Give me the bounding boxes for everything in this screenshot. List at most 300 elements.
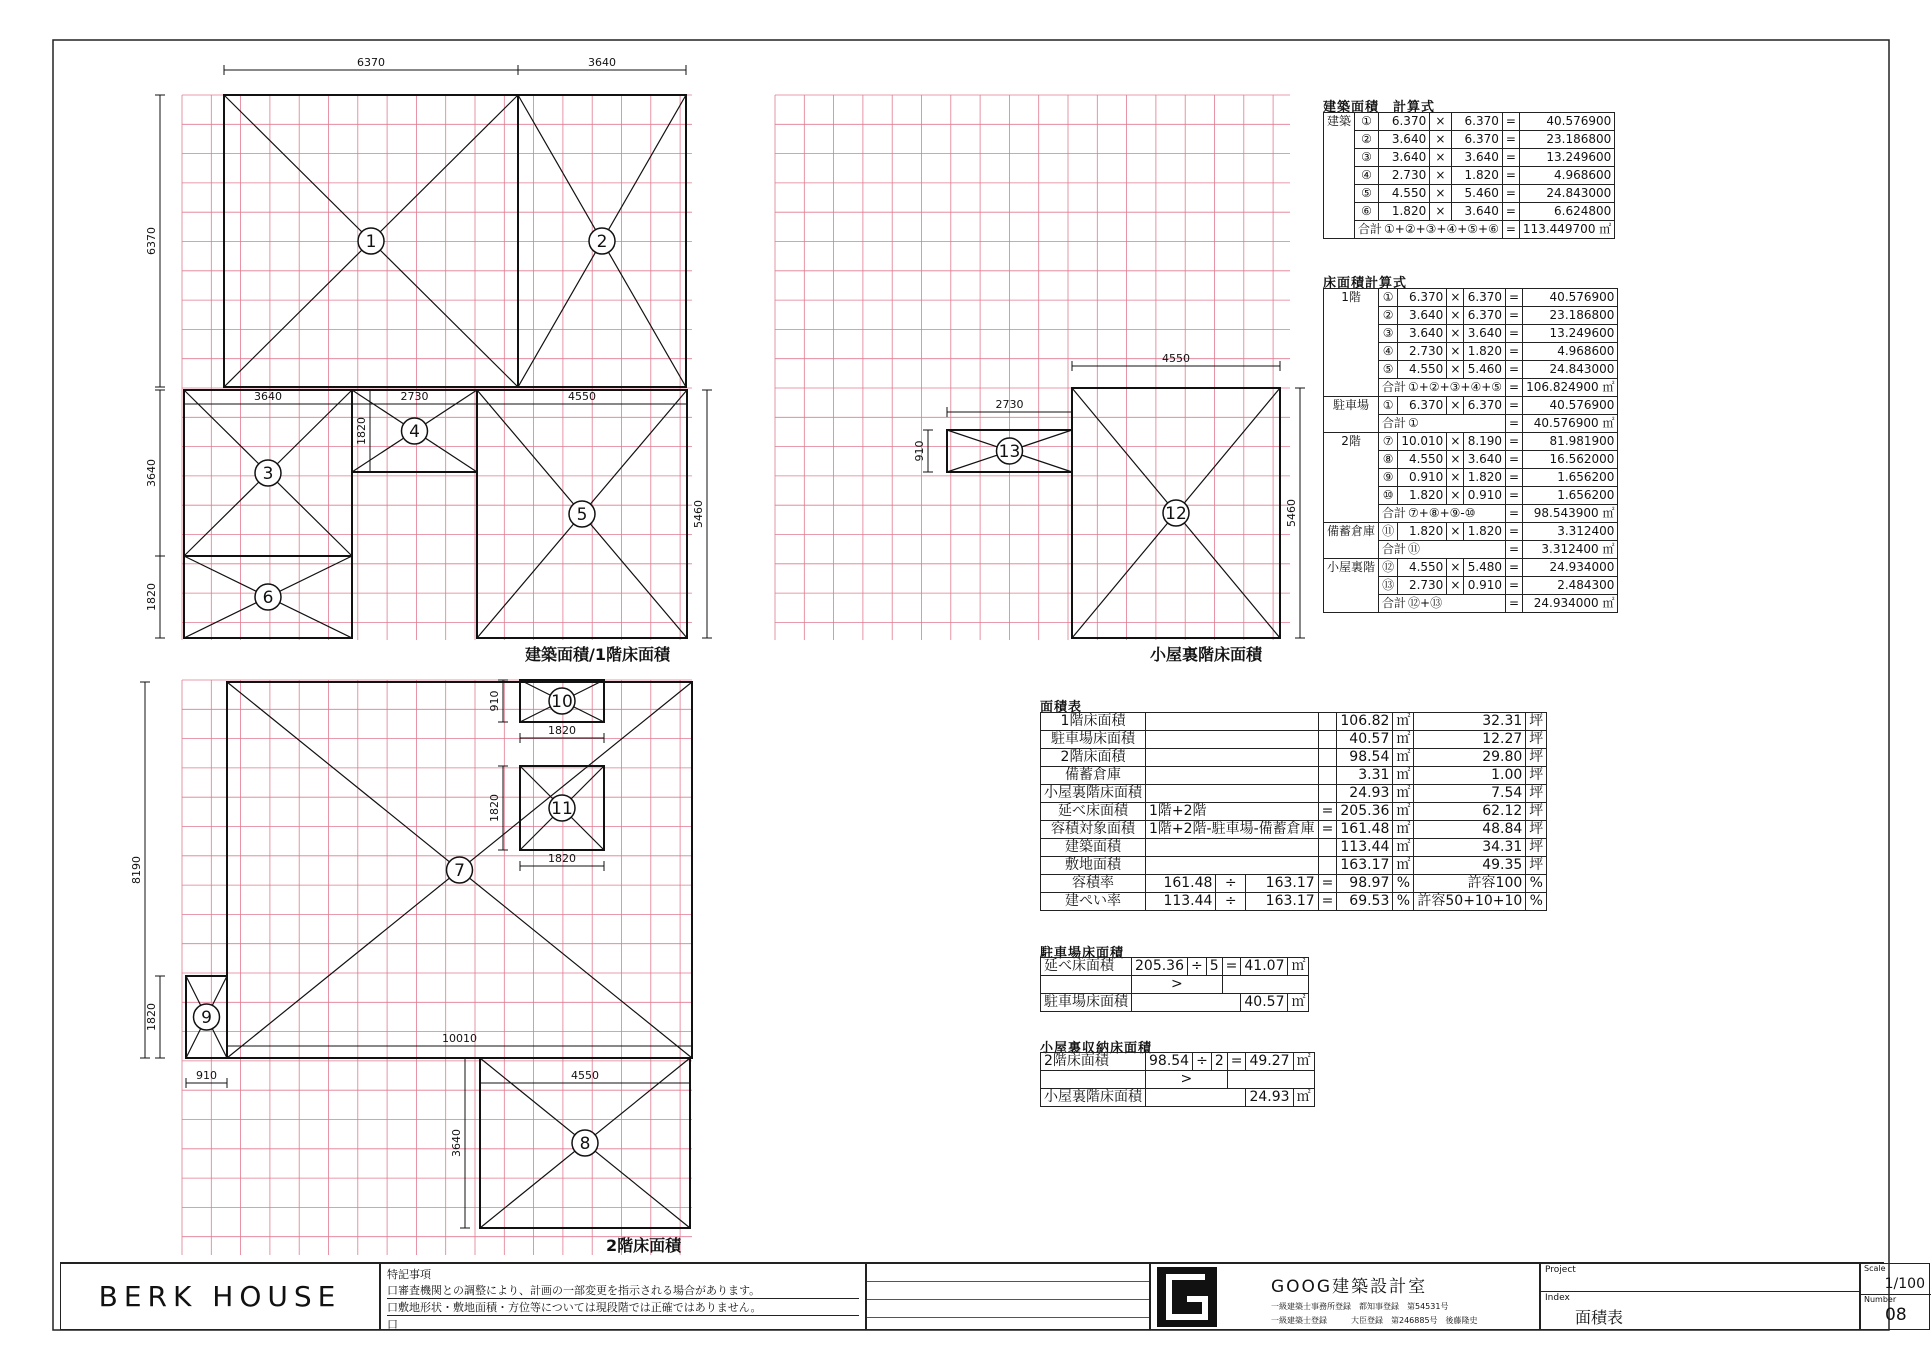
project-label: Project	[1545, 1265, 1576, 1275]
calc-item-number: ②	[1355, 131, 1379, 149]
dimension-label: 4550	[571, 1069, 599, 1082]
dimension-label: 5460	[1285, 499, 1298, 527]
calc-length: 6.370	[1398, 397, 1447, 415]
calc-total-value: 40.576900 ㎡	[1523, 415, 1618, 433]
cmp-operator: ÷	[1193, 1053, 1212, 1071]
area-equals: =	[1318, 821, 1337, 839]
area-tsubo: 許容50+10+10	[1414, 893, 1526, 911]
office-name: GOOG建築設計室	[1271, 1277, 1428, 1297]
area-tsubo: 許容100	[1414, 875, 1526, 893]
area-tsubo-unit: 坪	[1526, 731, 1547, 749]
title-block	[60, 1262, 1925, 1331]
area-equals	[1318, 749, 1337, 767]
area-formula	[1146, 767, 1319, 785]
project-name-cell	[60, 1263, 380, 1330]
parking-title: 駐車場床面積	[1040, 946, 1125, 961]
area-formula	[1146, 749, 1319, 767]
dimension-label: 6370	[145, 227, 158, 255]
calc-length: 4.550	[1398, 559, 1447, 577]
area-equals: =	[1318, 875, 1337, 893]
area-value: 113.44	[1337, 839, 1393, 857]
calc-total-formula: ⑦+⑧+⑨-⑩	[1408, 506, 1476, 520]
area-3-number: 3	[262, 464, 274, 484]
area-tsubo: 49.35	[1414, 857, 1526, 875]
calc-value: 24.934000	[1523, 559, 1618, 577]
calc-row	[1324, 185, 1615, 203]
calc-operator: ×	[1447, 307, 1464, 325]
area-unit: ㎡	[1393, 731, 1414, 749]
area-tsubo-unit: %	[1526, 875, 1547, 893]
calc-equals: =	[1502, 221, 1519, 239]
area-formula-op: ÷	[1216, 875, 1246, 893]
cmp-unit: ㎡	[1293, 1089, 1314, 1107]
cmp-unit: ㎡	[1288, 994, 1309, 1012]
cmp-row	[1041, 1053, 1315, 1071]
calc-value: 16.562000	[1523, 451, 1618, 469]
area-row-label: 2階床面積	[1041, 749, 1146, 767]
calc-floor-title: 床面積計算式	[1323, 276, 1408, 291]
calc-width: 1.820	[1464, 343, 1506, 361]
area-value: 69.53	[1337, 893, 1393, 911]
area-7-number: 7	[454, 861, 465, 881]
area-formula-b: 163.17	[1246, 893, 1319, 911]
calc-total-formula: ①+②+③+④+⑤	[1408, 380, 1503, 394]
area-tsubo: 29.80	[1414, 749, 1526, 767]
cmp-row-label: 延べ床面積	[1041, 958, 1132, 976]
scale-number-cell	[1860, 1263, 1930, 1330]
calc-equals: =	[1502, 167, 1519, 185]
calc-group-label: 駐車場	[1324, 397, 1379, 433]
area-tsubo: 32.31	[1414, 713, 1526, 731]
area-summary-grid	[1040, 712, 1547, 911]
calc-length: 4.550	[1398, 361, 1447, 379]
calc-operator: ×	[1430, 131, 1451, 149]
cmp-row	[1041, 1089, 1315, 1107]
area-tsubo: 62.12	[1414, 803, 1526, 821]
cmp-value: 24.93	[1246, 1089, 1293, 1107]
number-value: 08	[1885, 1305, 1907, 1325]
calc-equals: =	[1506, 451, 1523, 469]
area-row	[1041, 803, 1547, 821]
number-label: Number	[1864, 1295, 1897, 1304]
cmp-row	[1041, 994, 1309, 1012]
calc-item-number: ⑩	[1379, 487, 1398, 505]
calc-group-label: 1階	[1324, 289, 1379, 397]
cmp-value: 40.57	[1241, 994, 1288, 1012]
area-value: 24.93	[1337, 785, 1393, 803]
calc-item-number: ⑤	[1355, 185, 1379, 203]
calc-item-number: ①	[1379, 397, 1398, 415]
area-value: 98.97	[1337, 875, 1393, 893]
area-unit: %	[1393, 893, 1414, 911]
calc-equals: =	[1502, 131, 1519, 149]
area-formula	[1146, 857, 1319, 875]
calc-value: 24.843000	[1523, 361, 1618, 379]
area-equals	[1318, 731, 1337, 749]
calc-width: 8.190	[1464, 433, 1506, 451]
scale-value: 1/100	[1884, 1276, 1925, 1292]
calc-item-number: ⑥	[1355, 203, 1379, 221]
calc-operator: ×	[1447, 559, 1464, 577]
calc-row	[1324, 523, 1618, 541]
calc-operator: ×	[1447, 289, 1464, 307]
calc-equals: =	[1506, 433, 1523, 451]
calc-item-number: ②	[1379, 307, 1398, 325]
cmp-row	[1041, 958, 1309, 976]
area-row	[1041, 767, 1547, 785]
calc-equals: =	[1502, 185, 1519, 203]
calc-value: 6.624800	[1519, 203, 1614, 221]
area-row-label: 容積率	[1041, 875, 1146, 893]
calc-value: 23.186800	[1519, 131, 1614, 149]
calc-length: 2.730	[1398, 343, 1447, 361]
dimension-label: 4550	[568, 390, 596, 403]
calc-operator: ×	[1447, 433, 1464, 451]
cmp-empty	[1146, 1089, 1246, 1107]
area-row	[1041, 713, 1547, 731]
calc-total-label	[1379, 415, 1506, 433]
area-tsubo-unit: 坪	[1526, 767, 1547, 785]
area-row	[1041, 785, 1547, 803]
calc-value: 1.656200	[1523, 469, 1618, 487]
area-value: 3.31	[1337, 767, 1393, 785]
dimension-label: 1820	[548, 724, 576, 737]
calc-width: 5.460	[1451, 185, 1502, 203]
calc-total-label	[1355, 221, 1503, 239]
calc-value: 4.968600	[1523, 343, 1618, 361]
calc-equals: =	[1502, 149, 1519, 167]
area-equals: =	[1318, 893, 1337, 911]
area-tsubo-unit: 坪	[1526, 749, 1547, 767]
calc-group-label: 2階	[1324, 433, 1379, 523]
area-tsubo-unit: 坪	[1526, 713, 1547, 731]
area-formula: 1階+2階-駐車場-備蓄倉庫	[1146, 821, 1319, 839]
plan2-title: 2階床面積	[606, 1236, 682, 1255]
calc-total-word: 合計	[1358, 222, 1383, 236]
calc-length: 2.730	[1378, 167, 1429, 185]
office-logo-icon	[1157, 1267, 1217, 1327]
area-formula-a: 161.48	[1146, 875, 1216, 893]
calc-total-value: 24.934000 ㎡	[1523, 595, 1618, 613]
calc-total-label	[1379, 505, 1506, 523]
calc-value: 4.968600	[1519, 167, 1614, 185]
calc-operator: ×	[1430, 167, 1451, 185]
calc-total-row	[1324, 221, 1615, 239]
calc-group-label: 備蓄倉庫	[1324, 523, 1379, 559]
calc-operator: ×	[1447, 361, 1464, 379]
calc-width: 6.370	[1464, 307, 1506, 325]
cmp-empty	[1041, 1071, 1146, 1089]
calc-operator: ×	[1447, 577, 1464, 595]
calc-width: 6.370	[1451, 131, 1502, 149]
calc-operator: ×	[1447, 397, 1464, 415]
calc-width: 3.640	[1464, 451, 1506, 469]
area-unit: ㎡	[1393, 839, 1414, 857]
dimension-label: 3640	[588, 56, 616, 69]
calc-equals: =	[1502, 113, 1519, 131]
calc-equals: =	[1506, 469, 1523, 487]
area-tsubo-unit: 坪	[1526, 821, 1547, 839]
dimension-label: 1820	[548, 852, 576, 865]
dimension-label: 3640	[450, 1129, 463, 1157]
calc-length: 3.640	[1378, 149, 1429, 167]
area-row	[1041, 731, 1547, 749]
calc-width: 3.640	[1451, 203, 1502, 221]
calc-total-value: 98.543900 ㎡	[1523, 505, 1618, 523]
area-formula: 1階+2階	[1146, 803, 1319, 821]
area-unit: ㎡	[1393, 785, 1414, 803]
area-row	[1041, 821, 1547, 839]
calc-length: 0.910	[1398, 469, 1447, 487]
dimension-label: 3640	[254, 390, 282, 403]
calc-total-value: 3.312400 ㎡	[1523, 541, 1618, 559]
area-unit: ㎡	[1393, 767, 1414, 785]
calc-equals: =	[1506, 415, 1523, 433]
calc-width: 6.370	[1464, 397, 1506, 415]
area-tsubo: 48.84	[1414, 821, 1526, 839]
area-9-number: 9	[201, 1008, 212, 1028]
dimension-label: 8190	[130, 856, 143, 884]
dimension-label: 1820	[145, 583, 158, 611]
cmp-a: 205.36	[1132, 958, 1188, 976]
calc-width: 1.820	[1464, 523, 1506, 541]
calc-width: 6.370	[1464, 289, 1506, 307]
area-row-label: 備蓄倉庫	[1041, 767, 1146, 785]
calc-operator: ×	[1430, 149, 1451, 167]
area-row-label: 建築面積	[1041, 839, 1146, 857]
calc-item-number: ⑬	[1379, 577, 1398, 595]
calc-length: 4.550	[1378, 185, 1429, 203]
calc-operator: ×	[1430, 185, 1451, 203]
calc-length: 3.640	[1398, 307, 1447, 325]
area-unit: ㎡	[1393, 857, 1414, 875]
calc-row	[1324, 289, 1618, 307]
calc-item-number: ③	[1379, 325, 1398, 343]
cmp-operator: ÷	[1188, 958, 1207, 976]
calc-group-label: 建築	[1324, 113, 1355, 239]
area-equals	[1318, 767, 1337, 785]
area-formula-a: 113.44	[1146, 893, 1216, 911]
calc-item-number: ⑧	[1379, 451, 1398, 469]
calc-value: 40.576900	[1523, 289, 1618, 307]
area-table-title: 面積表	[1040, 700, 1083, 715]
calc-row	[1324, 433, 1618, 451]
calc-total-label	[1379, 595, 1506, 613]
dimension-label: 910	[913, 440, 926, 462]
calc-total-word: 合計	[1382, 380, 1407, 394]
cmp-equals: =	[1222, 958, 1241, 976]
dimension-label: 5460	[692, 500, 705, 528]
calc-equals: =	[1506, 577, 1523, 595]
scale-label: Scale	[1864, 1264, 1886, 1273]
calc-operator: ×	[1447, 325, 1464, 343]
project-index-cell	[1540, 1263, 1860, 1330]
calc-equals: =	[1506, 523, 1523, 541]
calc-operator: ×	[1447, 523, 1464, 541]
cmp-compare-row	[1041, 976, 1309, 994]
dimension-label: 2730	[400, 390, 429, 403]
calc-equals: =	[1506, 343, 1523, 361]
calc-item-number: ⑫	[1379, 559, 1398, 577]
calc-item-number: ⑦	[1379, 433, 1398, 451]
notes-cell	[380, 1263, 866, 1330]
attic-title: 小屋裏収納床面積	[1040, 1041, 1153, 1056]
calc-equals: =	[1506, 595, 1523, 613]
calc-row	[1324, 559, 1618, 577]
area-value: 161.48	[1337, 821, 1393, 839]
calc-width: 5.460	[1464, 361, 1506, 379]
area-value: 205.36	[1337, 803, 1393, 821]
calc-operator: ×	[1447, 343, 1464, 361]
cmp-empty	[1041, 976, 1132, 994]
area-unit: ㎡	[1393, 821, 1414, 839]
index-value: 面積表	[1575, 1308, 1624, 1327]
dimension-label: 3640	[145, 459, 158, 487]
cmp-compare-row	[1041, 1071, 1315, 1089]
area-row	[1041, 749, 1547, 767]
area-13-number: 13	[998, 442, 1021, 462]
calc-item-number: ①	[1379, 289, 1398, 307]
calc-width: 1.820	[1464, 469, 1506, 487]
calc-operator: ×	[1430, 203, 1451, 221]
calc-total-formula: ①	[1408, 416, 1419, 430]
cmp-equals: =	[1227, 1053, 1246, 1071]
area-row	[1041, 857, 1547, 875]
calc-width: 6.370	[1451, 113, 1502, 131]
area-11-number: 11	[551, 799, 573, 819]
calc-building-grid	[1323, 112, 1615, 239]
calc-length: 1.820	[1398, 487, 1447, 505]
calc-value: 3.312400	[1523, 523, 1618, 541]
calc-value: 1.656200	[1523, 487, 1618, 505]
calc-item-number: ①	[1355, 113, 1379, 131]
calc-equals: =	[1506, 397, 1523, 415]
calc-row	[1324, 113, 1615, 131]
calc-equals: =	[1506, 541, 1523, 559]
calc-width: 0.910	[1464, 487, 1506, 505]
index-label: Index	[1545, 1293, 1570, 1303]
calc-width: 0.910	[1464, 577, 1506, 595]
calc-value: 40.576900	[1519, 113, 1614, 131]
area-equals	[1318, 857, 1337, 875]
calc-width: 3.640	[1464, 325, 1506, 343]
area-value: 106.82	[1337, 713, 1393, 731]
note-1: 口審査機関との調整により、計画の一部変更を指示される場合があります。	[387, 1282, 859, 1299]
note-3: 口	[387, 1318, 398, 1331]
note-2: 口敷地形状・敷地面積・方位等については現段階では正確ではありません。	[387, 1299, 859, 1316]
calc-value: 23.186800	[1523, 307, 1618, 325]
area-value: 98.54	[1337, 749, 1393, 767]
area-tsubo: 12.27	[1414, 731, 1526, 749]
calc-item-number: ④	[1379, 343, 1398, 361]
cmp-value: 49.27	[1246, 1053, 1293, 1071]
area-tsubo-unit: 坪	[1526, 803, 1547, 821]
calc-operator: ×	[1430, 113, 1451, 131]
area-row-label: 駐車場床面積	[1041, 731, 1146, 749]
dimension-label: 10010	[442, 1032, 477, 1045]
calc-total-value: 106.824900 ㎡	[1523, 379, 1618, 397]
calc-total-word: 合計	[1382, 596, 1407, 610]
calc-equals: =	[1506, 487, 1523, 505]
calc-group-label: 小屋裏階	[1324, 559, 1379, 613]
dimension-label: 1820	[145, 1003, 158, 1031]
cmp-symbol: >	[1132, 976, 1223, 994]
area-row-label: 敷地面積	[1041, 857, 1146, 875]
area-10-number: 10	[551, 692, 573, 712]
area-equals	[1318, 785, 1337, 803]
calc-equals: =	[1502, 203, 1519, 221]
calc-operator: ×	[1447, 451, 1464, 469]
cmp-row-label: 2階床面積	[1041, 1053, 1146, 1071]
area-formula	[1146, 713, 1319, 731]
calc-value: 81.981900	[1523, 433, 1618, 451]
calc-equals: =	[1506, 289, 1523, 307]
calc-value: 24.843000	[1519, 185, 1614, 203]
calc-item-number: ③	[1355, 149, 1379, 167]
area-tsubo: 7.54	[1414, 785, 1526, 803]
area-formula-op: ÷	[1216, 893, 1246, 911]
plan-attic-title: 小屋裏階床面積	[1150, 645, 1263, 664]
area-tsubo-unit: 坪	[1526, 857, 1547, 875]
cmp-b: 2	[1211, 1053, 1227, 1071]
calc-width: 5.480	[1464, 559, 1506, 577]
calc-item-number: ⑪	[1379, 523, 1398, 541]
area-row	[1041, 839, 1547, 857]
area-tsubo: 34.31	[1414, 839, 1526, 857]
calc-equals: =	[1506, 307, 1523, 325]
area-equals: =	[1318, 803, 1337, 821]
calc-length: 1.820	[1398, 523, 1447, 541]
area-value: 40.57	[1337, 731, 1393, 749]
area-equals	[1318, 713, 1337, 731]
calc-row	[1324, 167, 1615, 185]
area-row-label: 延べ床面積	[1041, 803, 1146, 821]
dimension-label: 4550	[1162, 352, 1190, 365]
cmp-symbol: >	[1146, 1071, 1228, 1089]
calc-value: 13.249600	[1519, 149, 1614, 167]
attic-grid	[1040, 1052, 1315, 1107]
calc-equals: =	[1506, 379, 1523, 397]
area-row-label: 小屋裏階床面積	[1041, 785, 1146, 803]
calc-total-value: 113.449700 ㎡	[1519, 221, 1614, 239]
area-row-label: 建ぺい率	[1041, 893, 1146, 911]
area-12-number: 12	[1165, 504, 1187, 524]
cmp-empty	[1132, 994, 1241, 1012]
area-8-number: 8	[579, 1134, 591, 1154]
area-formula	[1146, 839, 1319, 857]
area-formula-b: 163.17	[1246, 875, 1319, 893]
calc-total-label	[1379, 541, 1506, 559]
cmp-unit: ㎡	[1293, 1053, 1314, 1071]
calc-equals: =	[1506, 505, 1523, 523]
office-registration-2: 一級建築士登録 大臣登録 第246885号 後藤隆史	[1271, 1316, 1478, 1325]
calc-width: 3.640	[1451, 149, 1502, 167]
dimension-label: 1820	[488, 794, 501, 822]
dimension-label: 910	[488, 690, 501, 712]
area-tsubo-unit: %	[1526, 893, 1547, 911]
calc-total-word: 合計	[1382, 542, 1407, 556]
calc-value: 13.249600	[1523, 325, 1618, 343]
calc-total-formula: ①+②+③+④+⑤+⑥	[1384, 222, 1499, 236]
dimension-label: 6370	[357, 56, 385, 69]
area-tsubo-unit: 坪	[1526, 785, 1547, 803]
calc-row	[1324, 131, 1615, 149]
area-unit: ㎡	[1393, 803, 1414, 821]
area-4-number: 4	[409, 422, 420, 442]
area-2-number: 2	[596, 232, 608, 252]
calc-length: 1.820	[1378, 203, 1429, 221]
cmp-value: 41.07	[1241, 958, 1288, 976]
